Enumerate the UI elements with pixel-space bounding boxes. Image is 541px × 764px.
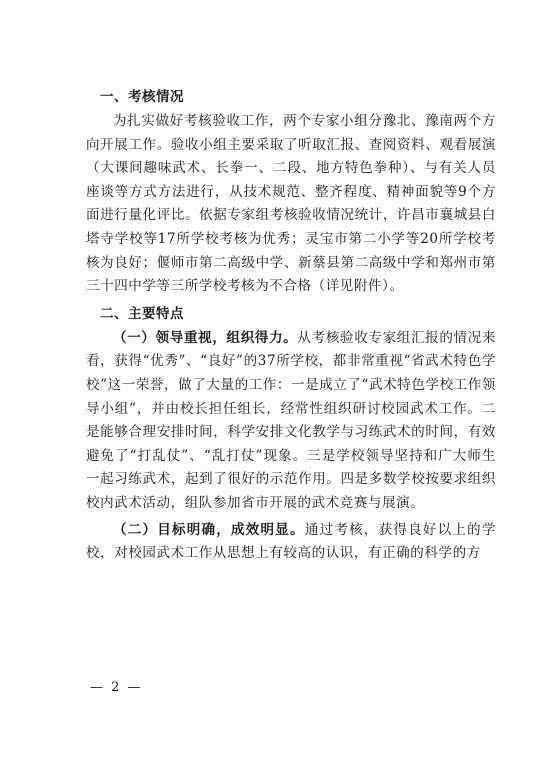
paragraph-leadership-lead: （一）领导重视，组织得力。 [113,329,298,346]
section-heading-assessment: 一、考核情况 [100,89,184,105]
page-number: — 2 — [90,680,143,695]
paragraph-goals-lead: （二）目标明确，成效明显。 [113,521,305,538]
paragraph-assessment: 为扎实做好考核验收工作，两个专家小组分豫北、豫南两个方向开展工作。验收小组主要采取了听取汇报、查阅资料、观看展演（大课间趣味武术、长拳一、二段、地方特色拳种）、与有关人员座谈等方式方法进行，从技术规范、整齐程度、精神面貌等9个方面进行量化评比。依据专家组考核验收情况统计，许昌市襄城县白塔寺学校等17所学校考核为优秀；灵宝市第二小学等20所学校考核为良好；偃师市第二高级中学、新蔡县第二高级中学和郑州市第三十四中学等三所学校考核为不合格（详见附件）。 [86,113,496,295]
paragraph-leadership [86,327,496,516]
paragraph-goals-body: 通过考核，获得良好以上的学校，对校园武术工作从思想上有较高的认识，有正确的科学的方 [86,521,496,562]
page-content [86,86,496,566]
section-heading-features: 二、主要特点 [100,305,184,322]
paragraph-leadership-body: 从考核验收专家组汇报的情况来看，获得“优秀”、“良好”的37所学校，都非常重视“省武术特色学校”这一荣誉，做了大量的工作：一是成立了“武术特色学校工作领导小组”，并由校长担任组长，经常性组织研讨校园武术工作。二是能够合理安排时间，科学安排文化教学与习练武术的时间，有效避免了“打乱仗”、“乱打仗”现象。三是学校领导坚持和广大师生一起习练武术，起到了很好的示范作用。四是多数学校按要求组织校内武术活动，组队参加省市开展的武术竞赛与展演。 [86,329,496,511]
paragraph-goals [86,519,496,566]
